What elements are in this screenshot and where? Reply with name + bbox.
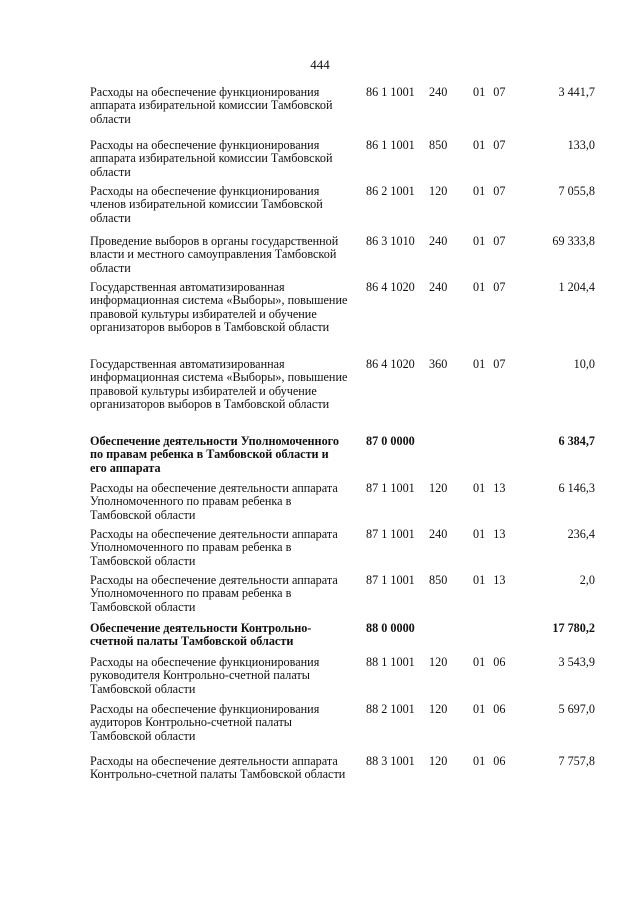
table-row bbox=[90, 281, 600, 358]
row-section: 01 07 bbox=[473, 234, 506, 248]
row-name: Расходы на обеспечение деятельности аппарата Уполномоченного по правам ребенка в Тамбовской области bbox=[90, 527, 338, 568]
row-code: 86 1 1001 bbox=[366, 138, 415, 152]
row-type: 120 bbox=[429, 184, 448, 198]
row-name: Государственная автоматизированная информационная система «Выборы», повышение правовой культуры избирателей и обучение организаторов выборов в Тамбовской области bbox=[90, 357, 348, 411]
row-section: 01 07 bbox=[473, 184, 506, 198]
row-name: Расходы на обеспечение функционирования руководителя Контрольно-счетной палаты Тамбовской области bbox=[90, 655, 320, 696]
row-name: Проведение выборов в органы государственной власти и местного самоуправления Тамбовской области bbox=[90, 234, 339, 275]
page-number: 444 bbox=[310, 57, 330, 72]
row-section: 01 06 bbox=[473, 655, 506, 669]
row-name: Обеспечение деятельности Уполномоченного по правам ребенка в Тамбовской области и его аппарата bbox=[90, 434, 340, 475]
row-code: 87 0 0000 bbox=[366, 434, 415, 448]
row-type: 850 bbox=[429, 138, 448, 152]
table-row bbox=[90, 482, 600, 528]
row-amount: 7 055,8 bbox=[558, 184, 595, 198]
row-section: 01 07 bbox=[473, 138, 506, 152]
row-code: 88 1 1001 bbox=[366, 655, 415, 669]
row-type: 240 bbox=[429, 527, 448, 541]
table-row bbox=[90, 703, 600, 755]
row-type: 360 bbox=[429, 357, 448, 371]
table-row bbox=[90, 185, 600, 235]
row-name: Расходы на обеспечение деятельности аппарата Уполномоченного по правам ребенка в Тамбовской области bbox=[90, 573, 338, 614]
row-amount: 1 204,4 bbox=[558, 280, 595, 294]
table-row bbox=[90, 528, 600, 574]
row-name: Государственная автоматизированная информационная система «Выборы», повышение правовой культуры избирателей и обучение организаторов выборов в Тамбовской области bbox=[90, 280, 348, 334]
row-amount: 3 441,7 bbox=[558, 85, 595, 99]
row-amount: 5 697,0 bbox=[558, 702, 595, 716]
table-row bbox=[90, 358, 600, 435]
row-type: 240 bbox=[429, 280, 448, 294]
row-section: 01 13 bbox=[473, 573, 506, 587]
row-code: 86 3 1010 bbox=[366, 234, 415, 248]
row-code: 87 1 1001 bbox=[366, 481, 415, 495]
row-section: 01 13 bbox=[473, 481, 506, 495]
row-name: Расходы на обеспечение функционирования аппарата избирательной комиссии Тамбовской области bbox=[90, 85, 333, 126]
row-name: Обеспечение деятельности Контрольно-счетной палаты Тамбовской области bbox=[90, 621, 312, 649]
row-amount: 10,0 bbox=[573, 357, 595, 371]
table-row bbox=[90, 86, 600, 139]
table-row bbox=[90, 656, 600, 703]
row-code: 86 1 1001 bbox=[366, 85, 415, 99]
row-code: 87 1 1001 bbox=[366, 573, 415, 587]
row-type: 850 bbox=[429, 573, 448, 587]
row-amount: 69 333,8 bbox=[552, 234, 595, 248]
row-section: 01 07 bbox=[473, 280, 506, 294]
row-section: 01 13 bbox=[473, 527, 506, 541]
row-amount: 6 146,3 bbox=[558, 481, 595, 495]
row-name: Расходы на обеспечение функционирования аппарата избирательной комиссии Тамбовской области bbox=[90, 138, 333, 179]
row-type: 120 bbox=[429, 754, 448, 768]
row-amount: 2,0 bbox=[579, 573, 595, 587]
row-code: 88 3 1001 bbox=[366, 754, 415, 768]
table-row bbox=[90, 755, 600, 801]
row-section: 01 07 bbox=[473, 357, 506, 371]
row-name: Расходы на обеспечение функционирования членов избирательной комиссии Тамбовской области bbox=[90, 184, 323, 225]
row-type: 240 bbox=[429, 234, 448, 248]
row-amount: 133,0 bbox=[567, 138, 595, 152]
row-amount: 7 757,8 bbox=[558, 754, 595, 768]
row-code: 87 1 1001 bbox=[366, 527, 415, 541]
row-type: 120 bbox=[429, 702, 448, 716]
row-section: 01 06 bbox=[473, 754, 506, 768]
row-name: Расходы на обеспечение деятельности аппарата Контрольно-счетной палаты Тамбовской области bbox=[90, 754, 346, 782]
row-code: 88 0 0000 bbox=[366, 621, 415, 635]
row-code: 86 4 1020 bbox=[366, 357, 415, 371]
row-name: Расходы на обеспечение функционирования аудиторов Контрольно-счетной палаты Тамбовской области bbox=[90, 702, 320, 743]
row-type: 240 bbox=[429, 85, 448, 99]
row-section: 01 07 bbox=[473, 85, 506, 99]
row-amount: 3 543,9 bbox=[558, 655, 595, 669]
row-name: Расходы на обеспечение деятельности аппарата Уполномоченного по правам ребенка в Тамбовской области bbox=[90, 481, 338, 522]
row-amount: 6 384,7 bbox=[558, 434, 595, 448]
row-section: 01 06 bbox=[473, 702, 506, 716]
row-code: 86 4 1020 bbox=[366, 280, 415, 294]
table-row-summary bbox=[90, 622, 600, 656]
table-row bbox=[90, 574, 600, 622]
table-row bbox=[90, 235, 600, 281]
row-code: 88 2 1001 bbox=[366, 702, 415, 716]
table-row-summary bbox=[90, 435, 600, 482]
budget-table bbox=[90, 86, 600, 801]
row-code: 86 2 1001 bbox=[366, 184, 415, 198]
row-amount: 17 780,2 bbox=[552, 621, 595, 635]
table-row bbox=[90, 139, 600, 185]
row-type: 120 bbox=[429, 481, 448, 495]
row-amount: 236,4 bbox=[567, 527, 595, 541]
row-type: 120 bbox=[429, 655, 448, 669]
